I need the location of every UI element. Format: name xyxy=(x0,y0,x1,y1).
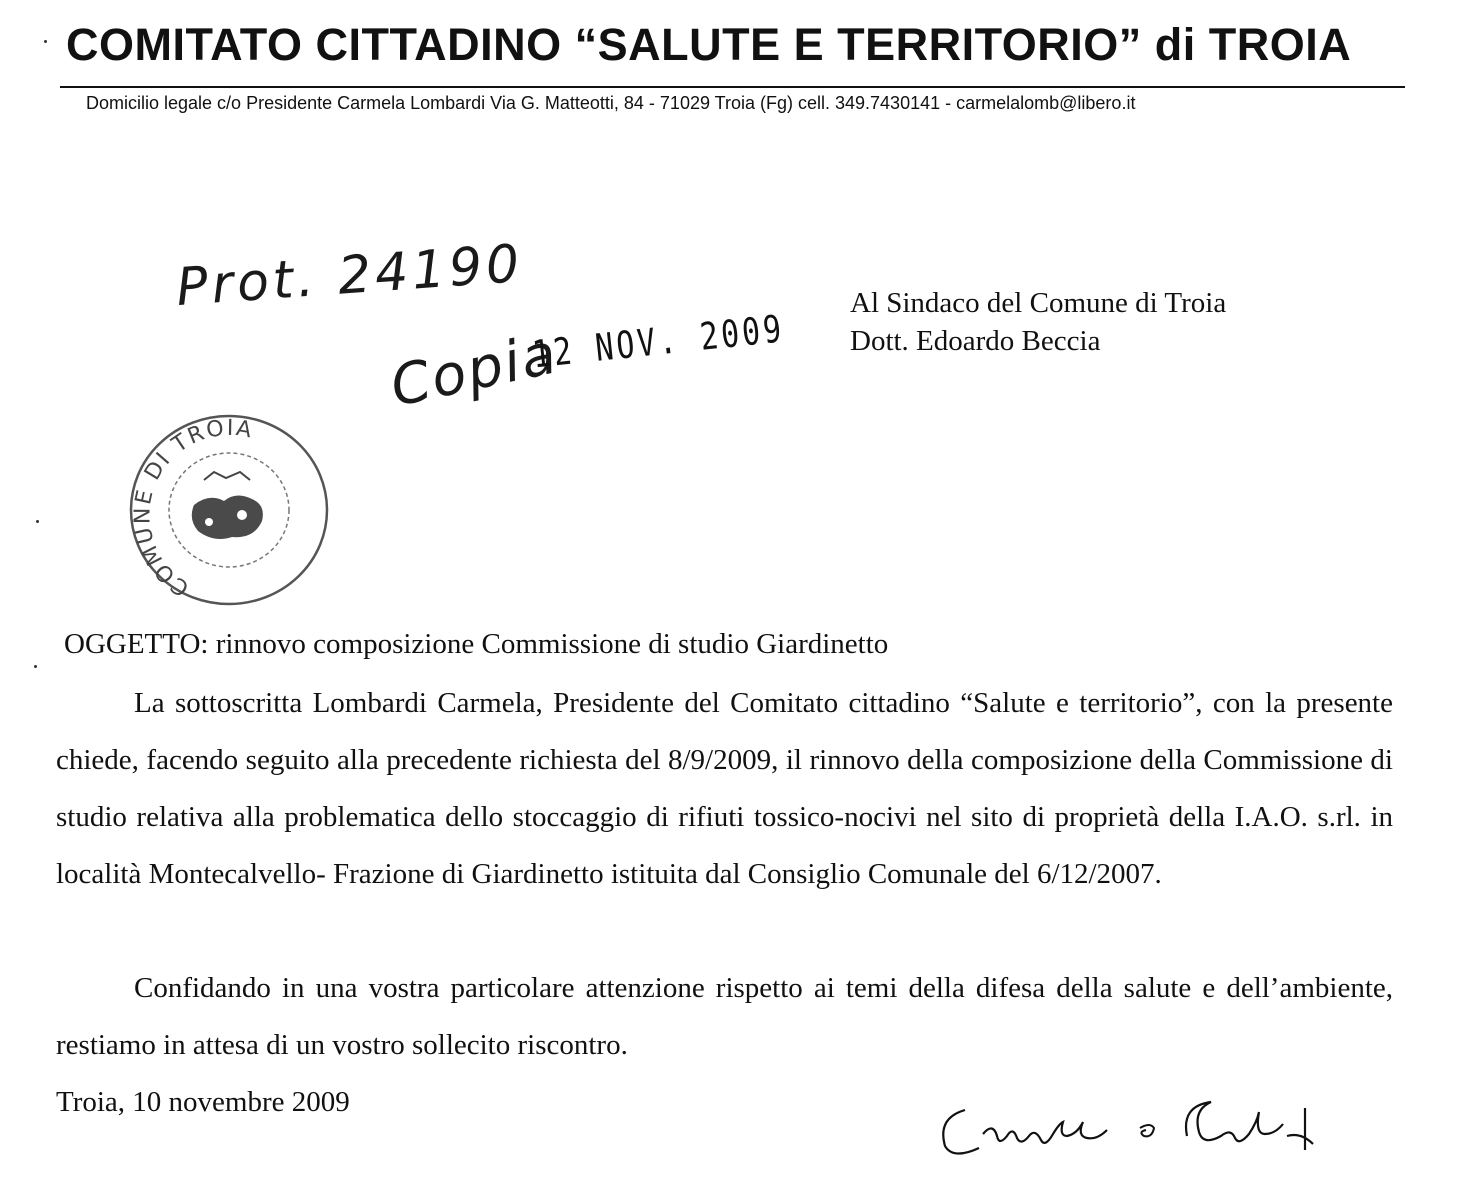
signature-icon xyxy=(935,1088,1385,1168)
scan-speck xyxy=(36,520,39,523)
protocol-handwritten-note: Prot. 24190 xyxy=(174,233,526,319)
recipient-line-2: Dott. Edoardo Beccia xyxy=(850,325,1101,357)
letterhead-address: Domicilio legale c/o Presidente Carmela Lombardi Via G. Matteotti, 84 - 71029 Troia (Fg) cell. 349.7430141 - carmelalomb@libero.it xyxy=(86,93,1136,113)
scan-speck xyxy=(34,665,37,668)
scan-speck xyxy=(44,40,47,43)
seal-text: COMUNE DI TROIA xyxy=(130,415,256,601)
body-paragraph-1: La sottoscritta Lombardi Carmela, Presidente del Comitato cittadino “Salute e territorio”, con la presente chiede, facendo seguito alla precedente richiesta del 8/9/2009, il rinnovo della composizione della Commissione di studio relativa alla problematica dello stoccaggio di rifiuti tossico-nocivi nel sito di proprietà della I.A.O. s.rl. in località Montecalvello- Frazione di Giardinetto istituita dal Consiglio Comunale del 6/12/2007. xyxy=(56,687,1393,890)
letterhead-title: COMITATO CITTADINO “SALUTE E TERRITORIO” di TROIA xyxy=(66,19,1352,70)
recipient-block xyxy=(850,284,1226,360)
copia-handwritten-note: Copia xyxy=(385,321,564,420)
recipient-line-1: Al Sindaco del Comune di Troia xyxy=(850,287,1227,319)
place-and-date: Troia, 10 novembre 2009 xyxy=(56,1086,350,1118)
received-date-stamp: 12 NOV. 2009 xyxy=(530,307,787,378)
municipal-seal-icon xyxy=(124,410,334,610)
subject-line: OGGETTO: rinnovo composizione Commissione di studio Giardinetto xyxy=(64,628,889,660)
letterhead-rule xyxy=(60,86,1405,88)
body-paragraph-2: Confidando in una vostra particolare attenzione rispetto ai temi della difesa della salute e dell’ambiente, restiamo in attesa di un vostro sollecito riscontro. xyxy=(56,972,1393,1061)
